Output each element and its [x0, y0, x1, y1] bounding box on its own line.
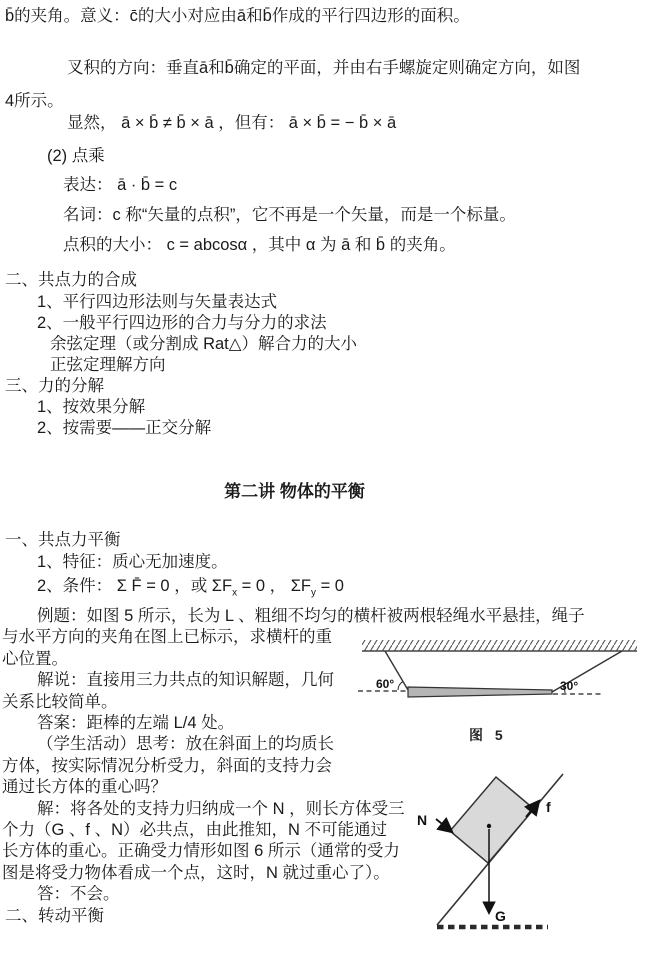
angle-60-label: 60° [376, 677, 395, 691]
example-line: 解说：直接用三力共点的知识解题，几何 [37, 671, 334, 690]
example-line: 与水平方向的夹角在图上已标示，求横杆的重 [2, 628, 332, 647]
solution-line: 解：将各处的支持力归纳成一个 N ，则长方体受三 [37, 799, 405, 818]
dot-product-heading: (2) 点乘 [47, 147, 105, 165]
figure5-caption: 图 5 [469, 727, 507, 743]
section2-subitem-2: 正弦定理解方向 [50, 356, 166, 374]
example-line: 通过长方体的重心吗？ [2, 778, 167, 797]
cross-product-direction-line-2: 4所示。 [5, 92, 64, 110]
left-angle-arc [398, 682, 403, 691]
section3-heading: 三、力的分解 [5, 377, 104, 395]
example-line: 方体，按实际情况分析受力，斜面的支持力会 [2, 756, 332, 775]
cross-product-anticommutative-formula: 显然， ā × b̄ ≠ b̄ × ā ，但有： ā × b̄ = − b̄ × ā [67, 114, 397, 132]
condition-part: = 0 ， ΣF [237, 577, 311, 595]
figure6-incline-diagram [400, 755, 645, 972]
subscript-y: y [311, 587, 316, 599]
normal-force-label: N [417, 812, 428, 828]
figure5-rod-diagram [350, 635, 645, 750]
solution-line: 图是将受力物体看成一个点，这时，N 就过重心了）。 [2, 863, 390, 882]
ceiling-hatching [362, 640, 637, 651]
lecture-title: 第二讲 物体的平衡 [224, 482, 365, 501]
center-of-gravity-dot [487, 824, 491, 828]
condition-part: = 0 [316, 577, 344, 595]
section3-item-2: 2、按需要——正交分解 [37, 419, 212, 437]
equilibrium-heading: 一、共点力平衡 [5, 531, 121, 549]
example-line: 关系比较简单。 [2, 692, 118, 711]
rod [408, 687, 552, 697]
section2-item-1: 1、平行四边形法则与矢量表达式 [37, 293, 278, 311]
dot-product-expression: 表达： ā · b̄ = c [63, 176, 178, 194]
solution-line: 个力（G 、f 、N）必共点，由此推知，N 不可能通过 [2, 821, 388, 840]
intro-continuation-line: b̄的夹角。意义：c̄的大小对应由ā和b̄作成的平行四边形的面积。 [5, 7, 470, 25]
subscript-x: x [232, 587, 238, 599]
normal-force-arrow [436, 819, 452, 832]
solution-line: 长方体的重心。正确受力情形如图 6 所示（通常的受力 [2, 842, 400, 861]
cross-product-direction-line-1: 叉积的方向：垂直ā和b̄确定的平面，并由右手螺旋定则确定方向，如图 [67, 59, 581, 77]
example-line: 心位置。 [2, 649, 68, 668]
example-line: 例题：如图 5 所示，长为 L 、粗细不均匀的横杆被两根轻绳水平悬挂，绳子 [37, 607, 585, 625]
section2-item-2: 2、一般平行四边形的合力与分力的求法 [37, 314, 327, 332]
answer-line: 答：不会。 [37, 885, 120, 904]
condition-part: 2、条件： Σ F̄ = 0 ，或 ΣF [37, 577, 233, 595]
section2-subitem-1: 余弦定理（或分割成 Rat△）解合力的大小 [50, 335, 357, 353]
section3-item-1: 1、按效果分解 [37, 398, 146, 416]
example-line: 答案：距棒的左端 L/4 处。 [37, 714, 235, 733]
rotation-equilibrium-heading: 二、转动平衡 [5, 906, 104, 925]
section2-heading: 二、共点力的合成 [5, 271, 137, 289]
angle-30-label: 30° [560, 679, 579, 693]
dot-product-noun-line: 名词：c 称“矢量的点积”，它不再是一个矢量，而是一个标量。 [63, 206, 516, 224]
dot-product-magnitude-line: 点积的大小： c = abcosα ，其中 α 为 ā 和 b̄ 的夹角。 [63, 236, 456, 254]
block [450, 777, 534, 863]
equilibrium-condition-line [37, 576, 344, 603]
example-line: （学生活动）思考：放在斜面上的均质长 [37, 735, 334, 754]
equilibrium-feature-line: 1、特征：质心无加速度。 [37, 553, 228, 571]
friction-force-label: f [546, 799, 551, 815]
gravity-label: G [495, 908, 506, 924]
